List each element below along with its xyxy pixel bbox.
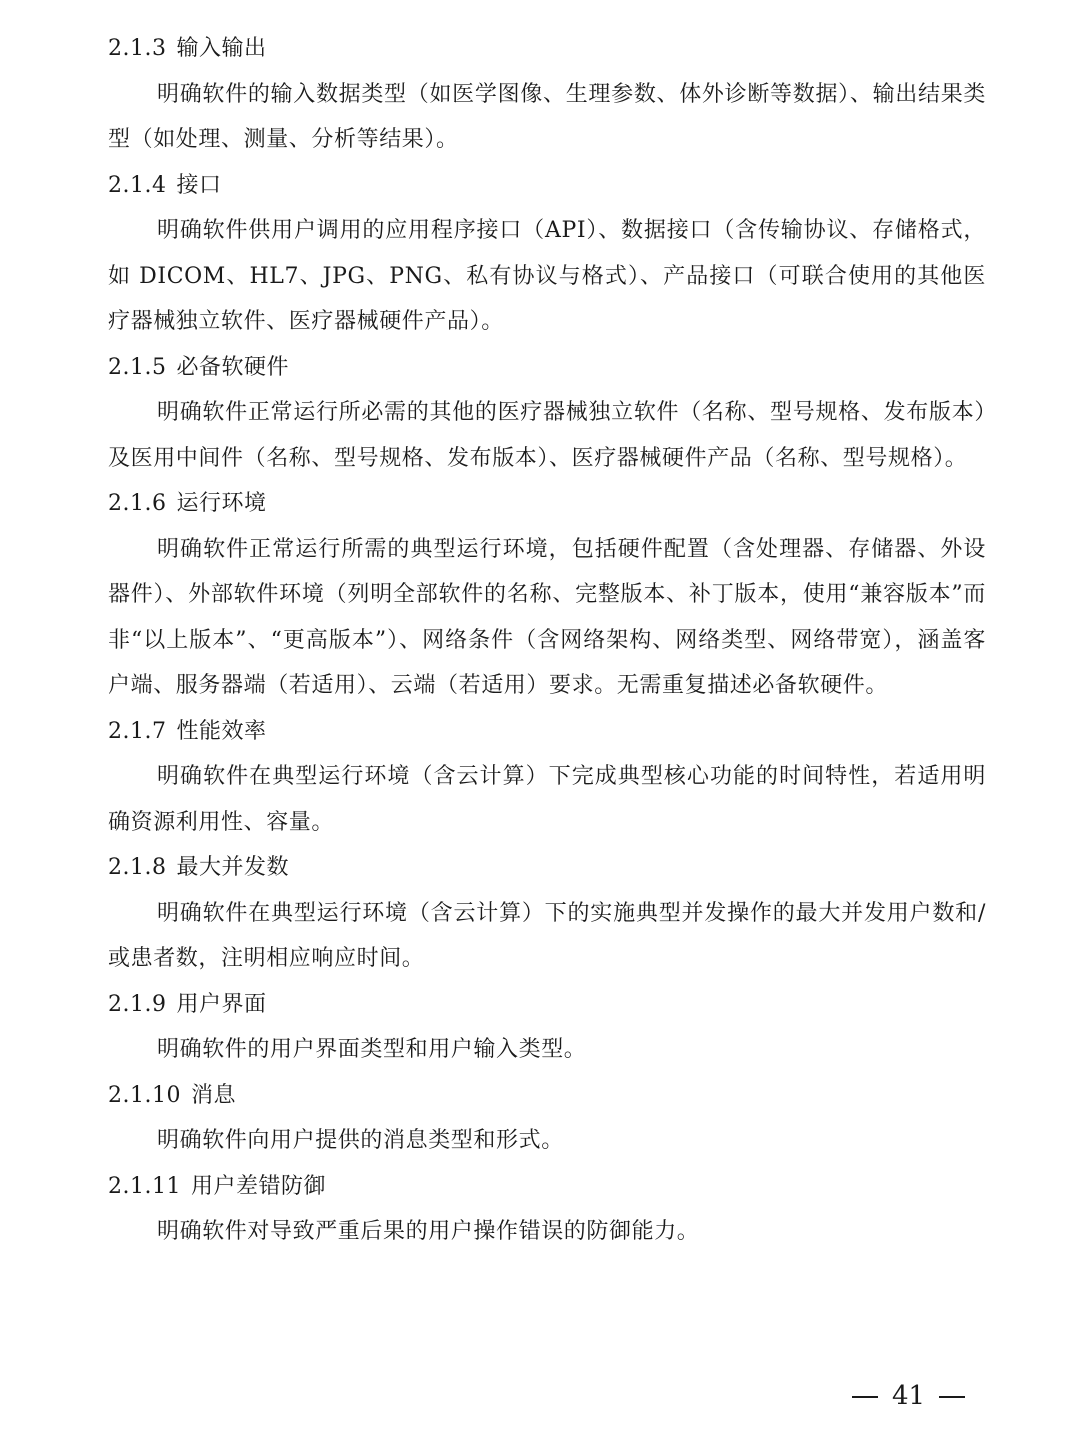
section-number: 2.1.11 <box>108 1173 181 1199</box>
section-heading-2-1-5 <box>108 345 986 391</box>
section-heading-2-1-10 <box>108 1073 986 1119</box>
section-heading-2-1-8 <box>108 845 986 891</box>
section-body-2-1-6: 明确软件正常运行所需的典型运行环境，包括硬件配置（含处理器、存储器、外设器件）、外部软件环境（列明全部软件的名称、完整版本、补丁版本，使用“兼容版本”而非“以上版本”、“更高版本”）、网络条件（含网络架构、网络类型、网络带宽），涵盖客户端、服务器端（若适用）、云端（若适用）要求。无需重复描述必备软硬件。 <box>108 536 986 698</box>
section-number: 2.1.5 <box>108 354 167 380</box>
section-body-2-1-8: 明确软件在典型运行环境（含云计算）下的实施典型并发操作的最大并发用户数和/或患者数，注明相应响应时间。 <box>108 900 986 971</box>
section-title: 用户差错防御 <box>190 1173 326 1199</box>
section-title: 接口 <box>176 172 222 198</box>
section-number: 2.1.10 <box>108 1082 181 1108</box>
section-number: 2.1.3 <box>108 36 167 61</box>
page-number: 41 <box>892 1381 926 1411</box>
section-number: 2.1.6 <box>108 491 167 516</box>
section-number: 2.1.4 <box>108 172 167 198</box>
section-number: 2.1.8 <box>108 855 167 880</box>
section-body-2-1-9: 明确软件的用户界面类型和用户输入类型。 <box>157 1037 587 1062</box>
section-body-2-1-7: 明确软件在典型运行环境（含云计算）下完成典型核心功能的时间特性，若适用明确资源利用性、容量。 <box>108 764 986 835</box>
section-heading-2-1-4 <box>108 163 986 209</box>
document-body <box>108 26 986 1255</box>
section-title: 输入输出 <box>176 36 267 61</box>
left-dash-decoration <box>852 1396 878 1398</box>
section-title: 性能效率 <box>176 718 267 744</box>
section-title: 消息 <box>190 1082 236 1108</box>
section-heading-2-1-9 <box>108 982 986 1028</box>
section-body-2-1-4: 明确软件供用户调用的应用程序接口（API）、数据接口（含传输协议、存储格式，如 DICOM、HL7、JPG、PNG、私有协议与格式）、产品接口（可联合使用的其他医疗器械独立软件、医疗器械硬件产品）。 <box>108 218 986 334</box>
section-title: 用户界面 <box>176 991 267 1017</box>
section-heading-2-1-11 <box>108 1164 986 1210</box>
section-title: 运行环境 <box>176 491 267 516</box>
page-number-wrap <box>838 1376 979 1416</box>
section-heading-2-1-3 <box>108 26 986 72</box>
right-dash-decoration <box>939 1396 965 1398</box>
section-title: 必备软硬件 <box>176 354 289 380</box>
section-number: 2.1.9 <box>108 991 167 1017</box>
section-heading-2-1-7 <box>108 709 986 755</box>
section-body-2-1-5: 明确软件正常运行所必需的其他的医疗器械独立软件（名称、型号规格、发布版本）及医用中间件（名称、型号规格、发布版本）、医疗器械硬件产品（名称、型号规格）。 <box>108 400 986 471</box>
section-title: 最大并发数 <box>176 855 289 880</box>
section-body-2-1-10: 明确软件向用户提供的消息类型和形式。 <box>157 1128 564 1153</box>
section-body-2-1-3: 明确软件的输入数据类型（如医学图像、生理参数、体外诊断等数据）、输出结果类型（如处理、测量、分析等结果）。 <box>108 81 986 152</box>
section-heading-2-1-6 <box>108 481 986 527</box>
section-body-2-1-11: 明确软件对导致严重后果的用户操作错误的防御能力。 <box>157 1219 700 1244</box>
section-number: 2.1.7 <box>108 718 167 744</box>
